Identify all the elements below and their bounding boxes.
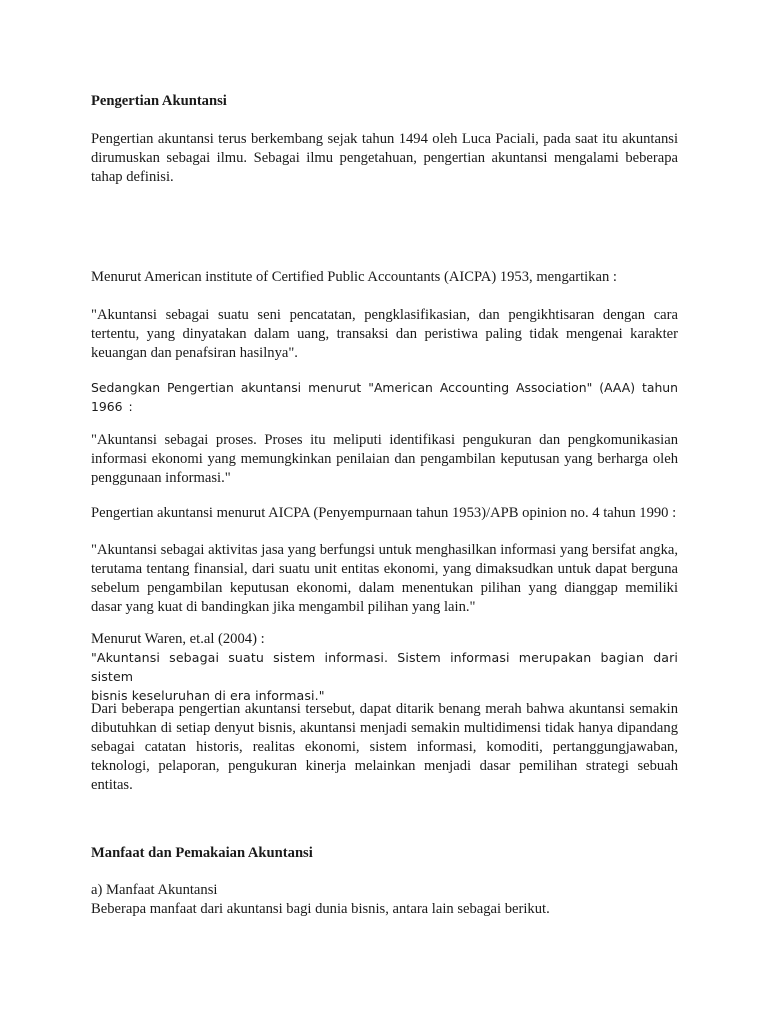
section-title-pengertian: Pengertian Akuntansi [91,93,227,109]
waren-quote [91,648,678,705]
aaa-1966-lead: Sedangkan Pengertian akuntansi menurut "American Accounting Association" (AAA) tahun 1966 : [91,380,678,414]
manfaat-paragraph: Beberapa manfaat dari akuntansi bagi dunia bisnis, antara lain sebagai berikut. [91,901,550,917]
section-title-manfaat: Manfaat dan Pemakaian Akuntansi [91,845,313,861]
subsection-manfaat-akuntansi: a) Manfaat Akuntansi [91,882,218,898]
waren-quote-line-1: "Akuntansi sebagai suatu sistem informasi. Sistem informasi merupakan bagian dari sistem [91,650,678,684]
waren-lead: Menurut Waren, et.al (2004) : [91,631,265,647]
aicpa-1990-lead: Pengertian akuntansi menurut AICPA (Penyempurnaan tahun 1953)/APB opinion no. 4 tahun 1990 : [91,505,677,521]
aicpa-1953-quote: "Akuntansi sebagai suatu seni pencatatan, pengklasifikasian, dan pengikhtisaran dengan cara tertentu, yang dinyatakan dalam uang, transaksi dan peristiwa paling tidak mengenai karakter keuangan dan penafsiran hasilnya". [91,307,678,361]
aicpa-1953-lead: Menurut American institute of Certified Public Accountants (AICPA) 1953, mengartikan : [91,269,617,285]
aicpa-1990-quote: "Akuntansi sebagai aktivitas jasa yang berfungsi untuk menghasilkan informasi yang bersifat angka, terutama tentang finansial, dari suatu unit entitas ekonomi, yang dimaksudkan untuk dapat berguna sebelum pengambilan keputusan ekonomi, dalam menentukan pilihan yang dianggap memiliki dasar yang kuat di bandingkan jika mengambil pilihan yang lain." [91,542,678,615]
intro-paragraph: Pengertian akuntansi terus berkembang sejak tahun 1494 oleh Luca Paciali, pada saat itu akuntansi dirumuskan sebagai ilmu. Sebagai ilmu pengetahuan, pengertian akuntansi mengalami beberapa tahap definisi. [91,131,678,185]
conclusion-paragraph: Dari beberapa pengertian akuntansi tersebut, dapat ditarik benang merah bahwa akuntansi semakin dibutuhkan di setiap denyut bisnis, akuntansi menjadi semakin multidimensi tidak hanya dipandang sebagai catatan historis, realitas ekonomi, sistem informasi, komoditi, pertanggungjawaban, teknologi, pelaporan, pengukuran kinerja melainkan menjadi dasar pemilihan strategi sebuah entitas. [91,701,678,793]
aaa-1966-quote: "Akuntansi sebagai proses. Proses itu meliputi identifikasi pengukuran dan pengkomunikasian informasi ekonomi yang memungkinkan penilaian dan pengambilan keputusan yang berharga oleh penggunaan informasi." [91,432,678,486]
waren-quote-line-2: bisnis keseluruhan di era informasi." [91,688,325,703]
